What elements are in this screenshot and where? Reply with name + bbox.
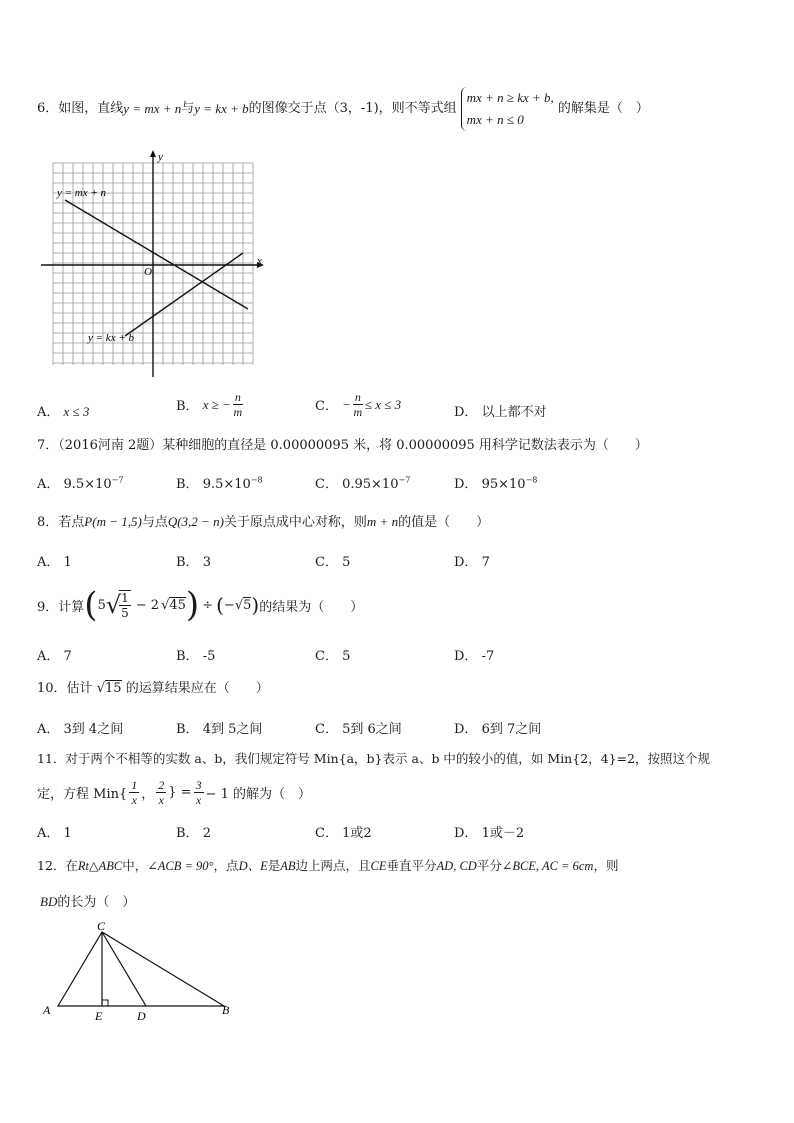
question-number: 6． (37, 101, 59, 116)
q6-option-b[interactable]: B． x ≥ − $\frac{n}{m}$ (176, 390, 243, 419)
q8-option-c[interactable]: C． 5 (315, 555, 351, 570)
q7-option-c[interactable]: C． $0.95\times 10^{-7}$ (315, 475, 411, 492)
q9-option-b[interactable]: B． -5 (176, 649, 216, 664)
question-11-line2: 定，方程 Min{ $\frac{1}{x}$ ， $\frac{2}{x}$ } = $\frac{3}{x}$ − 1 的解为（ ） (37, 777, 311, 807)
q8-option-d[interactable]: D． 7 (454, 555, 490, 570)
y-axis-arrow (150, 150, 156, 157)
triangle-abc (58, 932, 224, 1006)
q11-option-c[interactable]: C． 1或2 (315, 826, 372, 841)
origin-label: O (144, 266, 152, 278)
q7-option-a[interactable]: A． $9.5\times 10^{-7}$ (37, 475, 124, 492)
q7-option-b[interactable]: B． $9.5\times 10^{-8}$ (176, 475, 263, 492)
question-9-stem: 9． 计算 ( 5 √ $\frac{1}{5}$ − 2 √ 45 ) ÷ ( − √ 5 ) 的结果为（ ） (37, 585, 364, 625)
line1-label: y = mx + n (57, 187, 107, 199)
q10-option-c[interactable]: C． 5到 6之间 (315, 722, 402, 737)
label-c: C (97, 919, 106, 933)
q9-option-c[interactable]: C． 5 (315, 649, 351, 664)
q10-option-d[interactable]: D． 6到 7之间 (454, 722, 542, 737)
question-12-line2: BD的长为（ ） (40, 894, 136, 910)
q9-option-a[interactable]: A． 7 (37, 649, 72, 664)
label-d: D (137, 1009, 146, 1023)
segment-cd (102, 932, 146, 1006)
q6-graph (38, 148, 270, 380)
q11-option-d[interactable]: D． 1或－2 (454, 826, 525, 841)
q11-option-a[interactable]: A． 1 (37, 826, 72, 841)
question-10-stem: 10．估计 √15 的运算结果应在（ ） (37, 681, 269, 696)
q11-option-b[interactable]: B． 2 (176, 826, 211, 841)
q6-option-c[interactable]: C． − $\frac{n}{m}$ ≤ x ≤ 3 (315, 390, 402, 419)
y-axis-label: y (158, 151, 163, 163)
q8-option-b[interactable]: B． 3 (176, 555, 211, 570)
label-b: B (222, 1003, 230, 1017)
q9-option-d[interactable]: D． -7 (454, 649, 495, 664)
question-11-line1: 11．对于两个不相等的实数 a、b，我们规定符号 Min{a，b}表示 a、b 中的较小的值，如 Min{2，4}=2，按照这个规 (37, 751, 710, 766)
label-e: E (95, 1009, 103, 1023)
q12-triangle-figure (38, 918, 238, 1028)
x-axis-label: x (257, 255, 262, 267)
q10-option-b[interactable]: B． 4到 5之间 (176, 722, 263, 737)
equation-line1: y = mx + n (123, 101, 182, 116)
q7-option-d[interactable]: D． $95\times 10^{-8}$ (454, 475, 538, 492)
equation-line2: y = kx + b (194, 101, 249, 116)
line2-label: y = kx + b (88, 332, 134, 344)
q10-option-a[interactable]: A． 3到 4之间 (37, 722, 124, 737)
inequality-system: mx + n ≥ kx + b, mx + n ≤ 0 (461, 87, 554, 131)
label-a: A (43, 1003, 51, 1017)
question-12-line1: 12．在Rt△ABC中，∠ACB = 90°，点D、E是AB边上两点，且CE垂直平分AD, CD平分∠BCE, AC = 6cm，则 (37, 858, 619, 873)
question-7-stem: 7．（2016河南 2题）某种细胞的直径是 0.00000095 米，将 0.00000095 用科学记数法表示为（ ） (37, 438, 648, 453)
right-angle-mark (102, 1000, 108, 1006)
q6-option-a[interactable]: A． x ≤ 3 (37, 404, 90, 420)
question-6-stem: 6． 如图，直线 y = mx + n 与 y = kx + b 的图像交于点（3，-1)，则不等式组 mx + n ≥ kx + b, mx + n ≤ 0 的解集是（ ） (37, 96, 649, 122)
question-8-stem: 8．若点P(m − 1,5)与点Q(3,2 − n)关于原点成中心对称，则m + n的值是（ ） (37, 514, 490, 530)
q6-option-d[interactable]: D． 以上都不对 (454, 405, 547, 420)
q8-option-a[interactable]: A． 1 (37, 555, 72, 570)
